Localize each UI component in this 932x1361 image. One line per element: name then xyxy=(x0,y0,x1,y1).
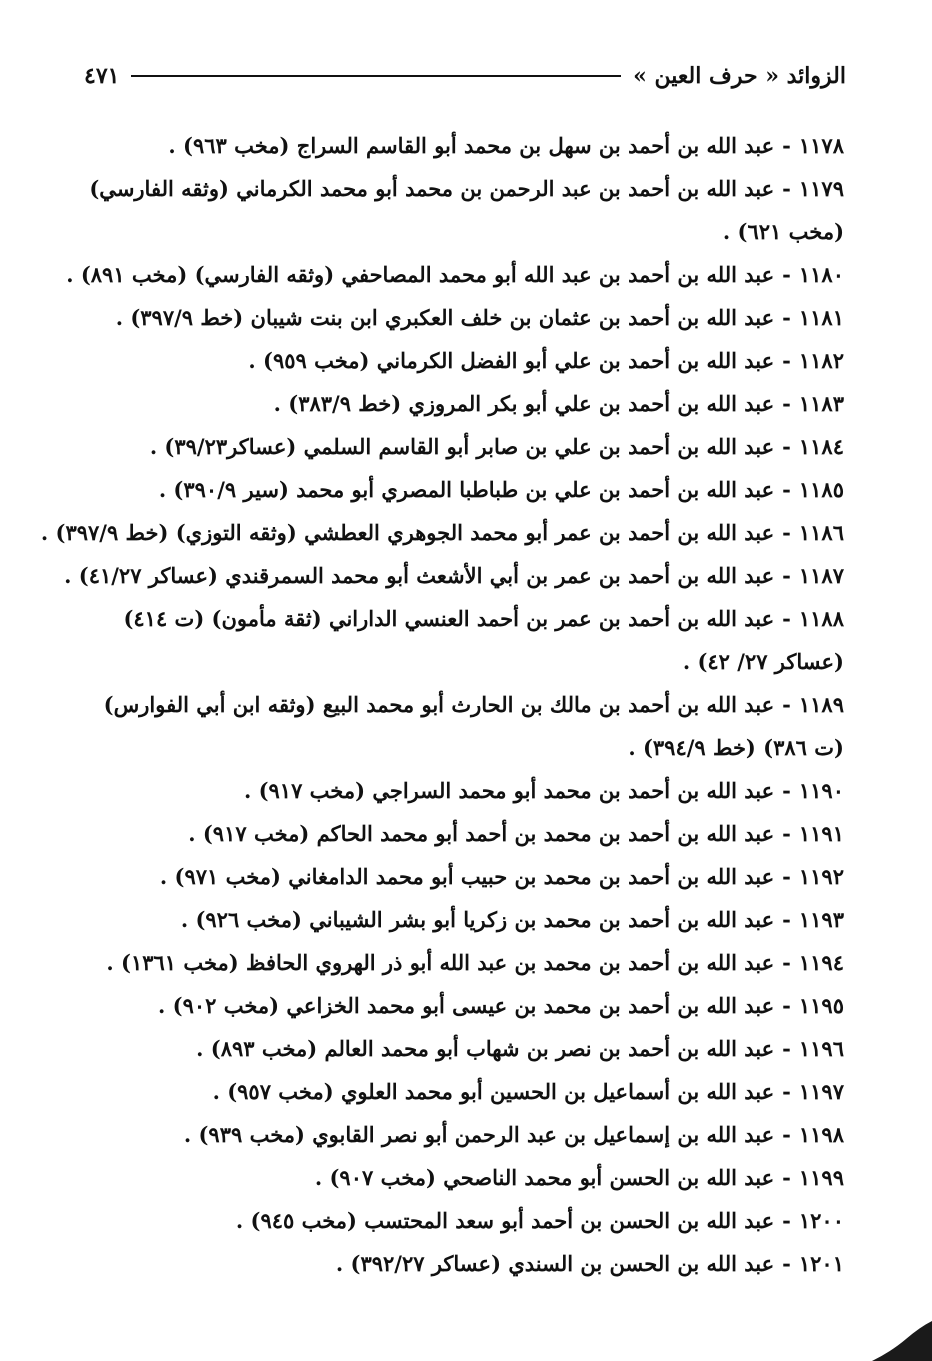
entry-text: عبد الله بن إسماعيل بن عبد الرحمن أبو نصر القابوي (مخب ٩٣٩) . xyxy=(183,1122,775,1147)
list-item xyxy=(84,898,844,941)
entry-text: عبد الله بن أحمد بن مالك بن الحارث أبو محمد البيع (وثقه ابن أبي الفوارس) (ت ٣٨٦) (خط ٣٩٤/٩) . xyxy=(103,692,844,760)
entry-text: عبد الله بن أحمد بن عمر أبو محمد الجوهري العطشي (وثقه التوزي) (خط ٣٩٧/٩) . xyxy=(40,520,775,545)
entry-number: ١١٩٨ xyxy=(798,1122,844,1147)
entry-separator: - xyxy=(782,133,791,158)
entry-text: عبد الله بن أحمد بن محمد بن عيسى أبو محمد الخزاعي (مخب ٩٠٢) . xyxy=(158,993,775,1018)
entry-number: ١١٩٣ xyxy=(798,907,844,932)
entry-separator: - xyxy=(782,176,791,201)
entry-separator: - xyxy=(782,950,791,975)
list-item xyxy=(84,425,844,468)
list-item xyxy=(84,597,844,683)
list-item xyxy=(84,683,844,769)
entry-number: ١٢٠٠ xyxy=(798,1208,844,1233)
entry-number: ١١٨٤ xyxy=(798,434,844,459)
entry-separator: - xyxy=(782,821,791,846)
entry-text: عبد الله بن الحسن أبو محمد الناصحي (مخب ٩٠٧) . xyxy=(314,1165,775,1190)
entry-text: عبد الله بن الحسن بن السندي (عساكر ٣٩٢/٢٧) . xyxy=(335,1251,775,1276)
list-item xyxy=(84,296,844,339)
entry-separator: - xyxy=(782,1251,791,1276)
entry-text: عبد الله بن أحمد بن عثمان بن خلف العكبري ابن بنت شيبان (خط ٣٩٧/٩) . xyxy=(115,305,775,330)
page-number: ٤٧١ xyxy=(84,63,120,89)
entry-separator: - xyxy=(782,434,791,459)
list-item xyxy=(84,124,844,167)
list-item xyxy=(64,554,844,597)
entry-text: عبد الله بن الحسن بن أحمد أبو سعد المحتسب (مخب ٩٤٥) . xyxy=(235,1208,775,1233)
entry-text: عبد الله بن أحمد بن علي بن صابر أبو القاسم السلمي (عساكر٣٩/٢٣) . xyxy=(149,434,775,459)
entry-list xyxy=(40,124,844,1285)
entry-text: عبد الله بن أحمد بن محمد بن حبيب أبو محمد الدامغاني (مخب ٩٧١) . xyxy=(159,864,775,889)
entry-number: ١٢٠١ xyxy=(798,1251,844,1276)
list-item xyxy=(84,1156,844,1199)
list-item xyxy=(84,1070,844,1113)
entry-number: ١١٨٦ xyxy=(798,520,844,545)
list-item xyxy=(84,1027,844,1070)
entry-separator: - xyxy=(782,606,791,631)
list-item xyxy=(84,1242,844,1285)
entry-separator: - xyxy=(782,1165,791,1190)
entry-number: ١١٨٥ xyxy=(798,477,844,502)
list-item xyxy=(84,167,844,253)
entry-separator: - xyxy=(782,1079,791,1104)
entry-text: عبد الله بن أحمد بن عبد الرحمن بن محمد أبو محمد الكرماني (وثقه الفارسي) (مخب ٦٢١) . xyxy=(89,176,844,244)
entry-number: ١١٩٩ xyxy=(798,1165,844,1190)
list-item xyxy=(84,339,844,382)
list-item xyxy=(84,941,844,984)
entry-number: ١١٩١ xyxy=(798,821,844,846)
entry-separator: - xyxy=(782,391,791,416)
entry-separator: - xyxy=(782,305,791,330)
entry-number: ١١٧٨ xyxy=(798,133,844,158)
entry-text: عبد الله بن أحمد بن علي أبو الفضل الكرماني (مخب ٩٥٩) . xyxy=(248,348,775,373)
scan-edge-shadow xyxy=(872,1321,932,1361)
list-item xyxy=(84,468,844,511)
entry-number: ١١٨٣ xyxy=(798,391,844,416)
entry-number: ١١٨٠ xyxy=(798,262,844,287)
list-item xyxy=(66,253,844,296)
entry-text: عبد الله بن أحمد بن محمد أبو محمد السراجي (مخب ٩١٧) . xyxy=(243,778,775,803)
entry-separator: - xyxy=(782,477,791,502)
entry-number: ١١٩٤ xyxy=(798,950,844,975)
entry-number: ١١٩٠ xyxy=(798,778,844,803)
running-header xyxy=(84,56,846,96)
list-item xyxy=(84,984,844,1027)
entry-separator: - xyxy=(782,907,791,932)
entry-text: عبد الله بن أحمد بن نصر بن شهاب أبو محمد العالم (مخب ٨٩٣) . xyxy=(196,1036,775,1061)
entry-separator: - xyxy=(782,1036,791,1061)
entry-text: عبد الله بن أحمد بن علي أبو بكر المروزي (خط ٣٨٣/٩) . xyxy=(273,391,775,416)
entry-text: عبد الله بن أحمد بن علي بن طباطبا المصري أبو محمد (سير ٣٩٠/٩) . xyxy=(158,477,775,502)
entry-separator: - xyxy=(782,864,791,889)
entry-number: ١١٧٩ xyxy=(798,176,844,201)
entry-text: عبد الله بن أسماعيل بن الحسين أبو محمد العلوي (مخب ٩٥٧) . xyxy=(212,1079,775,1104)
entry-number: ١١٨٨ xyxy=(798,606,844,631)
entry-separator: - xyxy=(782,778,791,803)
list-item xyxy=(40,511,844,554)
entry-number: ١١٩٥ xyxy=(798,993,844,1018)
header-rule xyxy=(131,75,621,77)
entry-number: ١١٩٦ xyxy=(798,1036,844,1061)
entry-separator: - xyxy=(782,1122,791,1147)
entry-separator: - xyxy=(782,692,791,717)
list-item xyxy=(84,382,844,425)
entry-number: ١١٩٢ xyxy=(798,864,844,889)
entry-text: عبد الله بن أحمد بن عبد الله أبو محمد المصاحفي (وثقه الفارسي) (مخب ٨٩١) . xyxy=(66,262,775,287)
list-item xyxy=(84,855,844,898)
header-title: الزوائد « حرف العين » xyxy=(633,63,846,89)
list-item xyxy=(84,769,844,812)
entry-number: ١١٨١ xyxy=(798,305,844,330)
entry-text: عبد الله بن أحمد بن محمد بن أحمد أبو محمد الحاكم (مخب ٩١٧) . xyxy=(188,821,775,846)
entry-separator: - xyxy=(782,1208,791,1233)
entry-number: ١١٨٢ xyxy=(798,348,844,373)
entry-text: عبد الله بن أحمد بن محمد بن عبد الله أبو ذر الهروي الحافظ (مخب ١٣٦١) . xyxy=(106,950,775,975)
entry-text: عبد الله بن أحمد بن عمر بن أبي الأشعث أبو محمد السمرقندي (عساكر ٤١/٢٧) . xyxy=(64,563,775,588)
list-item xyxy=(84,1199,844,1242)
entry-text: عبد الله بن أحمد بن سهل بن محمد أبو القاسم السراج (مخب ٩٦٣) . xyxy=(168,133,775,158)
entry-separator: - xyxy=(782,993,791,1018)
entry-separator: - xyxy=(782,520,791,545)
entry-text: عبد الله بن أحمد بن عمر بن أحمد العنسي الداراني (ثقة مأمون) (ت ٤١٤) (عساكر ٢٧/ ٤٢) . xyxy=(123,606,844,674)
entry-number: ١١٨٩ xyxy=(798,692,844,717)
entry-text: عبد الله بن أحمد بن محمد بن زكريا أبو بشر الشيباني (مخب ٩٢٦) . xyxy=(180,907,775,932)
list-item xyxy=(84,1113,844,1156)
list-item xyxy=(84,812,844,855)
entry-number: ١١٨٧ xyxy=(798,563,844,588)
entry-separator: - xyxy=(782,563,791,588)
entry-separator: - xyxy=(782,348,791,373)
entry-number: ١١٩٧ xyxy=(798,1079,844,1104)
entry-separator: - xyxy=(782,262,791,287)
